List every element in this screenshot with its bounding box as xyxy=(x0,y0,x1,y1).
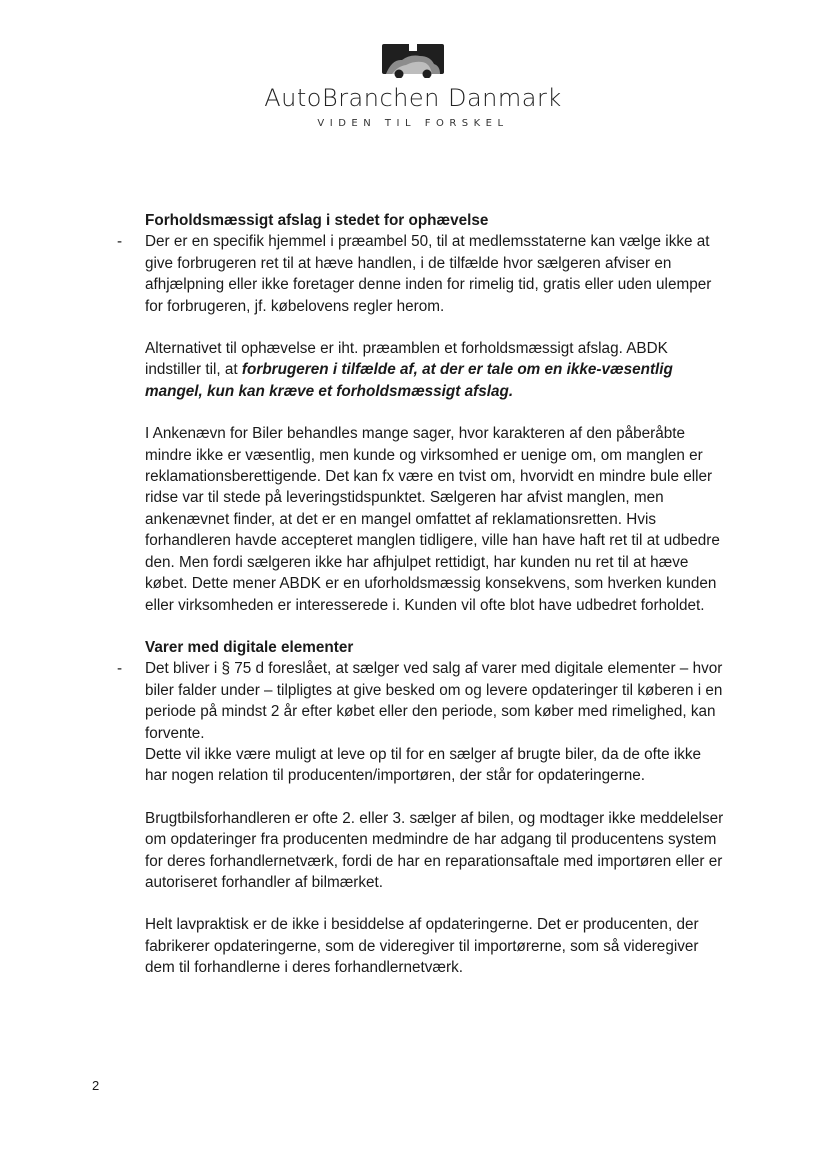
paragraph: Brugtbilsforhandleren er ofte 2. eller 3. sælger af bilen, og modtager ikke meddelelser om opdateringer fra producenten medmindre de har adgang til producentens system for deres forhandlernetværk, fordi de har en reparationsaftale med importøren eller er autoriseret forhandler af bilmærket. xyxy=(145,809,724,891)
paragraph-lead: Alternativet til ophævelse er iht. præamblen et forholdsmæssigt afslag. ABDK indstiller til, at xyxy=(145,340,668,379)
paragraph-continuation: Dette vil ikke være muligt at leve op til for en sælger af brugte biler, da de ofte ikke har nogen relation til producenten/importøren, der står for opdateringerne. xyxy=(145,745,702,785)
bullet-dash: - xyxy=(117,660,123,678)
emphasized-text: forbrugeren i tilfælde af, at der er tale om en ikke-væsentlig mangel, kun kan kræve et forholdsmæssigt afslag. xyxy=(145,361,673,400)
letter-body xyxy=(117,210,725,979)
bullet-dash: - xyxy=(117,233,123,251)
section-heading-digital-elements: Varer med digitale elementer xyxy=(145,638,354,656)
section-heading-proportional-reduction: Forholdsmæssigt afslag i stedet for ophævelse xyxy=(145,212,489,229)
paragraph: Helt lavpraktisk er de ikke i besiddelse af opdateringerne. Det er producenten, der fabrikerer opdateringerne, som de videregiver til importørerne, som så videregiver dem til forhandlerne i deres forhandlernetværk. xyxy=(145,916,699,977)
brand-name: AutoBranchen Danmark xyxy=(264,84,562,112)
letterhead xyxy=(0,44,826,129)
car-logo-icon xyxy=(382,44,444,78)
paragraph: Der er en specifik hjemmel i præambel 50, til at medlemsstaterne kan vælge ikke at give forbrugeren ret til at hæve handlen, i de tilfælde hvor sælgeren afviser en afhjælpning eller ikke foretager denne inden for rimelig tid, gratis eller uden ulemper for forbrugeren, jf. købelovens regler herom. xyxy=(145,233,712,315)
paragraph-recommendation xyxy=(145,338,725,402)
brand-tagline: VIDEN TIL FORSKEL xyxy=(317,118,509,129)
paragraph: Det bliver i § 75 d foreslået, at sælger ved salg af varer med digitale elementer – hvor biler falder under – tilpligtes at give besked om og levere opdateringer til køberen i en periode på mindst 2 år efter købet eller den periode, som køber med rimelighed, kan forvente. xyxy=(145,660,723,742)
list-item xyxy=(117,658,725,786)
paragraph: I Ankenævn for Biler behandles mange sager, hvor karakteren af den påberåbte mindre ikke er væsentlig, men kunde og virksomhed er uenige om, om manglen er reklamationsberettigende. Det kan fx være en tvist om, hvorvidt en mindre bule eller ridse var til stede på leveringstidspunktet. Sælgeren har afvist manglen, men ankenævnet finder, at det er en mangel omfattet af reklamationsretten. Hvis forhandleren havde accepteret manglen tidligere, ville han have haft ret til at udbedre den. Men fordi sælgeren ikke har afhjulpet rettidigt, har kunden nu ret til at hæve købet. Dette mener ABDK er en uforholdsmæssig konsekvens, som hverken kunden eller virksomheden er interesserede i. Kunden vil ofte blot have udbedret forholdet. xyxy=(145,425,720,614)
page-number: 2 xyxy=(92,1078,100,1093)
list-item xyxy=(117,231,725,317)
